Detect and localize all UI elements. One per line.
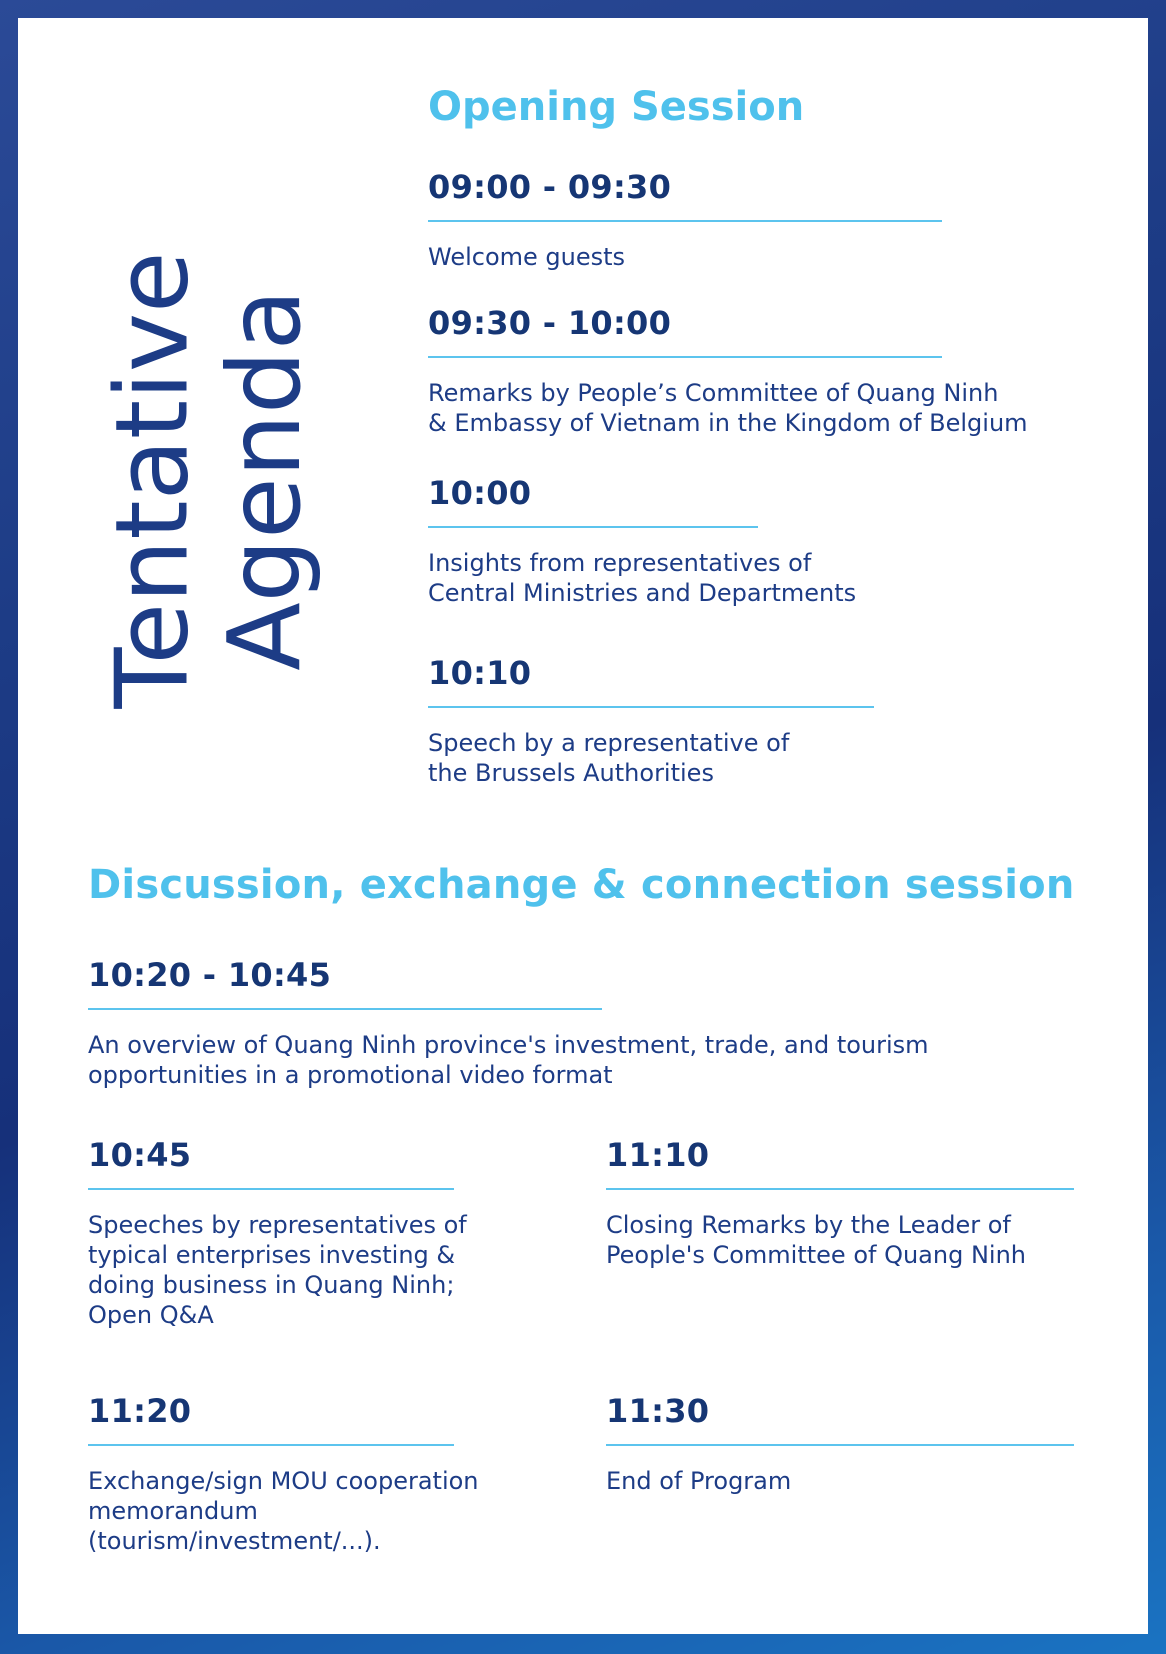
agenda-description: End of Program	[606, 1467, 792, 1495]
agenda-time: 11:30	[606, 1392, 710, 1430]
divider	[88, 1008, 602, 1010]
agenda-item-1120	[88, 1392, 479, 1556]
agenda-description: Insights from representatives of Central Ministries and Departments	[428, 549, 857, 607]
agenda-time: 10:10	[428, 654, 532, 692]
agenda-description: Remarks by People’s Committee of Quang Ninh & Embassy of Vietnam in the Kingdom of Belgium	[428, 379, 1028, 437]
agenda-time: 10:00	[428, 474, 532, 512]
divider	[606, 1188, 1074, 1190]
divider	[428, 706, 874, 708]
agenda-time: 11:10	[606, 1136, 710, 1174]
opening-session-heading: Opening Session	[428, 84, 805, 130]
agenda-time: 10:45	[88, 1136, 192, 1174]
divider	[428, 356, 942, 358]
agenda-time: 10:20 - 10:45	[88, 956, 332, 994]
divider	[428, 220, 942, 222]
divider	[428, 526, 758, 528]
agenda-item-1110	[606, 1136, 1074, 1270]
agenda-description: Speech by a representative of the Brussels Authorities	[428, 729, 790, 787]
divider	[88, 1444, 454, 1446]
divider	[606, 1444, 1074, 1446]
agenda-description: Welcome guests	[428, 243, 626, 271]
divider	[88, 1188, 454, 1190]
agenda-item-1010	[428, 654, 874, 788]
agenda-description: Closing Remarks by the Leader of People's Committee of Quang Ninh	[606, 1211, 1026, 1269]
agenda-item-1000	[428, 474, 857, 608]
agenda-time: 09:30 - 10:00	[428, 304, 672, 342]
discussion-session-heading: Discussion, exchange & connection session	[88, 862, 1075, 908]
agenda-item-0930	[428, 304, 1028, 438]
agenda-item-1045	[88, 1136, 467, 1330]
agenda-description: Exchange/sign MOU cooperation memorandum (tourism/investment/...).	[88, 1467, 479, 1555]
agenda-description: An overview of Quang Ninh province's investment, trade, and tourism opportunities in a promotional video format	[88, 1031, 929, 1089]
agenda-time: 09:00 - 09:30	[428, 168, 672, 206]
agenda-item-1020	[88, 956, 929, 1090]
title-line-agenda: Agenda	[206, 289, 324, 671]
agenda-description: Speeches by representatives of typical enterprises investing & doing business in Quang Ninh; Open Q&A	[88, 1211, 467, 1329]
title-line-tentative: Tentative	[94, 251, 211, 709]
agenda-time: 11:20	[88, 1392, 192, 1430]
agenda-item-0900	[428, 168, 942, 272]
vertical-title	[94, 230, 324, 730]
agenda-item-1130	[606, 1392, 1074, 1496]
